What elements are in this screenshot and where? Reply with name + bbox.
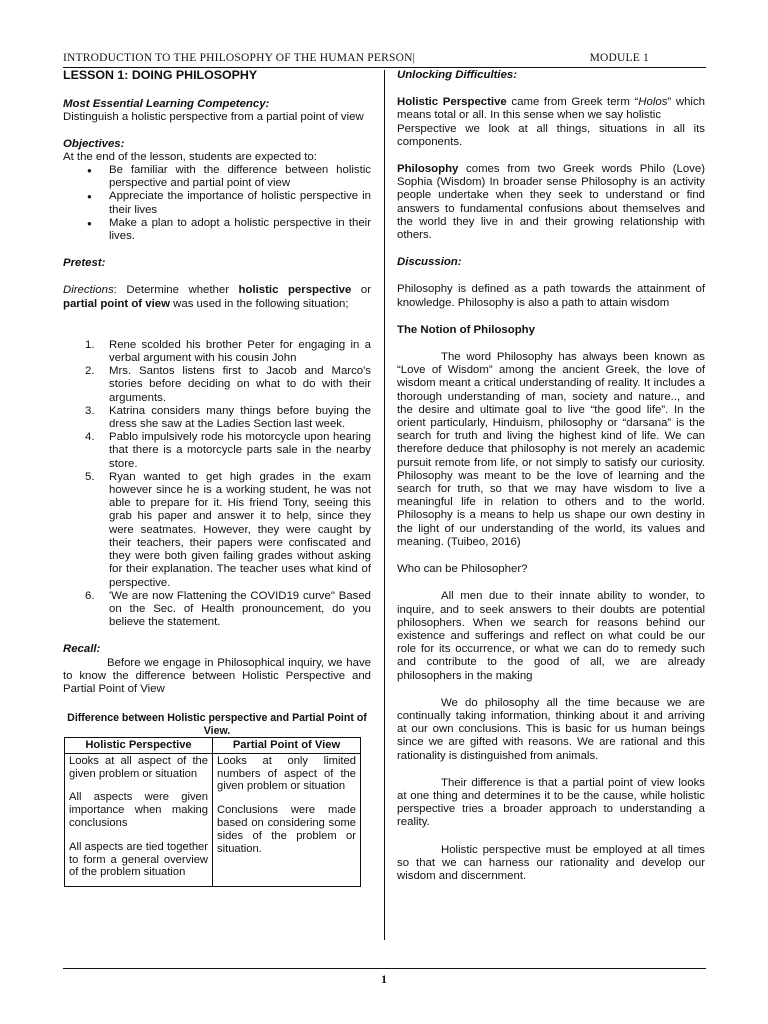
directions-label: Directions — [63, 284, 114, 297]
unlocking-heading: Unlocking Difficulties: — [397, 69, 518, 81]
who-question: Who can be Philosopher? — [397, 563, 528, 576]
philosophy-definition: Philosophy comes from two Greek words Philo (Love) Sophia (Wisdom) In broader sense Philosophy is an activity people undertake when they seek to understand or find answers to fundamental confusions about themselves and the world they live in and their growing relationship with others. — [397, 163, 705, 242]
recall-text: Before we engage in Philosophical inquiry, we have to know the difference between Holistic Perspective and Partial Point of View — [63, 656, 371, 695]
course-title: INTRODUCTION TO THE PHILOSOPHY OF THE HUMAN PERSON| — [63, 52, 416, 64]
objectives-intro: At the end of the lesson, students are expected to: — [63, 150, 317, 163]
notion-heading: The Notion of Philosophy — [397, 323, 535, 336]
objectives-heading: Objectives: — [63, 137, 125, 150]
table-cell-partial: Looks at only limited numbers of aspect of the given problem or situation Conclusions were made based on considering some sides of the problem or situation. — [213, 753, 361, 886]
pretest-heading: Pretest: — [63, 257, 106, 270]
objective-item: ● Be familiar with the difference between holistic perspective and partial point of view — [109, 164, 371, 190]
holistic-definition-cont: Perspective we look at all things, situations in all its components. — [397, 122, 705, 148]
footer-rule — [63, 968, 706, 969]
page-header — [63, 50, 706, 68]
directions-text: Directions: Determine whether holistic perspective or partial point of view was used in the following situation; — [63, 284, 371, 310]
objectives-list — [63, 164, 371, 243]
pretest-item: 4. Pablo impulsively rode his motorcycle upon hearing that there is a motorcycle parts sale in the nearby store. — [85, 431, 371, 470]
we-do-paragraph: We do philosophy all the time because we are continually taking information, thinking about it and arriving at our own conclusions. This is basic for us human beings since we are gifted with reasons. We are rational and this rationality is distinguished from animals. — [397, 696, 705, 762]
column-divider — [384, 70, 385, 940]
competency-heading: Most Essential Learning Competency: — [63, 98, 270, 111]
table-header-partial: Partial Point of View — [213, 737, 361, 753]
objective-item: ● Appreciate the importance of holistic perspective in their lives — [109, 190, 371, 216]
recall-heading: Recall: — [63, 643, 101, 656]
pretest-item: 6. 'We are now Flattening the COVID19 curve" Based on the Sec. of Health pronouncement, do you believe the statement. — [85, 589, 371, 629]
lesson-title: LESSON 1: DOING PHILOSOPHY — [63, 68, 258, 82]
table-caption: Difference between Holistic perspective and Partial Point of View. — [67, 712, 367, 737]
page-number: 1 — [381, 972, 387, 986]
right-column — [397, 69, 705, 883]
all-men-paragraph: All men due to their innate ability to wonder, to inquire, and to seek answers to their doubts are potential philosophers. When we search for reasons behind our existence and sufferings and reflect on what could be our role for its occurrence, or what we can do to remedy such and contribute to the good of all, we are already philosophers in the making — [397, 590, 705, 682]
table-cell-holistic: Looks at all aspect of the given problem or situation All aspects were given importance when making conclusions All aspects are tied together to form a general overview of the problem situation — [65, 753, 213, 886]
pretest-list — [63, 339, 371, 629]
competency-text: Distinguish a holistic perspective from a partial point of view — [63, 111, 364, 124]
module-label: MODULE 1 — [589, 52, 649, 64]
comparison-table — [64, 737, 361, 887]
pretest-item: 3. Katrina considers many things before buying the dress she saw at the Ladies Section last week. — [85, 404, 371, 431]
left-column — [63, 69, 371, 887]
holistic-definition: Holistic Perspective came from Greek term “Holos” which means total or all. In this sense when we say holistic — [397, 96, 705, 122]
pretest-item: 1. Rene scolded his brother Peter for engaging in a verbal argument with his cousin John — [85, 338, 371, 365]
notion-text: The word Philosophy has always been known as “Love of Wisdom” among the ancient Greek, the love of wisdom meant a critical understanding of reality. It includes a thorough understanding of man, society and nature.., and the desire and ultimate goal to live “the good life”. In the orient particularly, Hinduism, philosophy or “darsana” is the search for truth and living the highest kind of life. We can therefore deduce that philosophy is not merely an academic pursuit remote from life, or not simply to satisfy our curiosity. Philosophy was meant to be the love of learning and the search for truth, so that we may have wisdom to live a meaningful life in relation to others and to the world. Philosophy is a means to help us shape our own destiny in the light of our understanding of the world, its values and meaning. (Tuibeo, 2016) — [397, 351, 705, 548]
discussion-heading: Discussion: — [397, 256, 462, 269]
pretest-item: 5. Ryan wanted to get high grades in the exam however since he is a working student, he was not able to prepare for it. His friend Tony, seeing this grab his paper and answer it to help, since they were seatmates. However, they were caught by their teachers, their papers were confiscated and they were both given failing grades without asking for their explanation. The teacher uses what kind of perspective. — [85, 470, 371, 589]
holistic-paragraph: Holistic perspective must be employed at all times so that we can harness our rationality and develop our wisdom and discernment. — [397, 843, 705, 882]
objective-item: ● Make a plan to adopt a holistic perspective in their lives. — [109, 217, 371, 243]
pretest-item: 2. Mrs. Santos listens first to Jacob and Marco's stories before deciding on what to do with their arguments. — [85, 365, 371, 404]
difference-paragraph: Their difference is that a partial point of view looks at one thing and determines it to be the cause, while holistic perspective tries a broader approach to understanding a reality. — [397, 776, 705, 829]
table-header-holistic: Holistic Perspective — [65, 737, 213, 753]
discussion-text: Philosophy is defined as a path towards the attainment of knowledge. Philosophy is also a path to attain wisdom — [397, 283, 705, 309]
